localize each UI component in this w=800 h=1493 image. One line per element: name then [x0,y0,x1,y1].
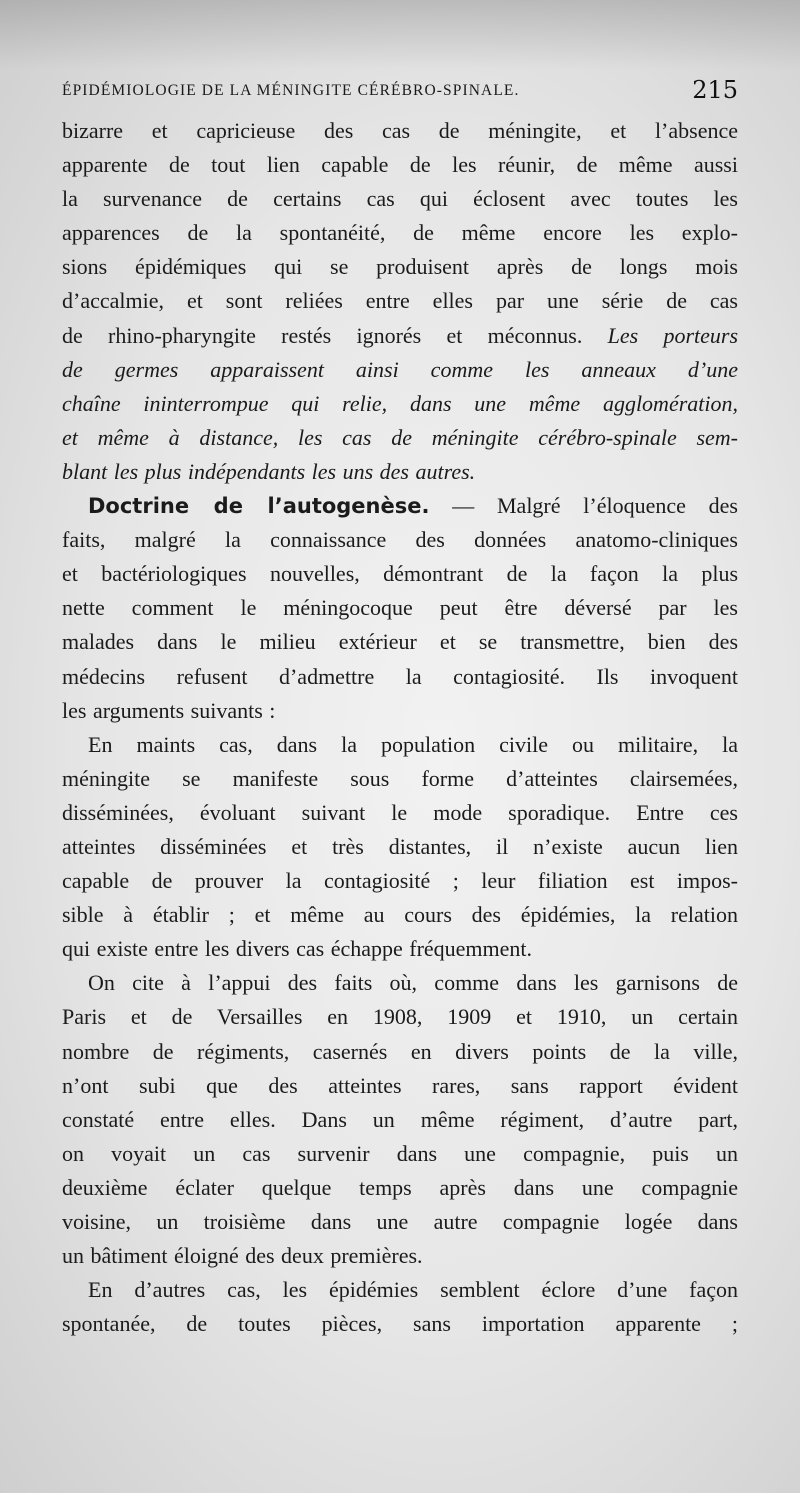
section-heading: Doctrine de l’autogenèse. [88,494,430,519]
page-header [62,78,738,108]
text-roman: de rhino-pharyngite restés ignorés et méconnus. [62,322,608,348]
text-line: constaté entre elles. Dans un même régiment, d’autre part, [62,1106,738,1132]
text-line: les arguments suivants : [62,697,276,723]
text-line: spontanée, de toutes pièces, sans importation apparente ; [62,1311,738,1337]
text-line: d’accalmie, et sont reliées entre elles par une série de cas [62,288,738,314]
text-line: méningite se manifeste sous forme d’atteintes clairsemées, [62,765,738,791]
text-line: sions épidémiques qui se produisent après de longs mois [62,254,738,280]
text-line [62,319,738,353]
text-line: disséminées, évoluant suivant le mode sporadique. Entre ces [62,799,738,825]
text-line: capable de prouver la contagiosité ; leur filiation est impos- [62,868,738,894]
text-line: nombre de régiments, casernés en divers points de la ville, [62,1038,738,1064]
text-line: En d’autres cas, les épidémies semblent éclore d’une façon [88,1277,738,1303]
text-line: En maints cas, dans la population civile ou militaire, la [88,731,738,757]
text-line: apparences de la spontanéité, de même encore les explo- [62,220,738,246]
page-number: 215 [692,76,738,104]
text-line: médecins refusent d’admettre la contagiosité. Ils invoquent [62,663,738,689]
text-line: apparente de tout lien capable de les réunir, de même aussi [62,152,738,178]
body-text [62,114,738,1341]
text-line: On cite à l’appui des faits où, comme dans les garnisons de [88,970,738,996]
text-line: voisine, un troisième dans une autre compagnie logée dans [62,1209,738,1234]
text-line-italic: blant les plus indépendants les uns des autres. [62,458,476,484]
text-line: sible à établir ; et même au cours des épidémies, la relation [62,902,738,928]
text-line: nette comment le méningocoque peut être déversé par les [62,595,738,621]
text-line: Paris et de Versailles en 1908, 1909 et 1910, un certain [62,1004,738,1030]
text-line: n’ont subi que des atteintes rares, sans rapport évident [62,1072,738,1098]
text-line: bizarre et capricieuse des cas de méningite, et l’absence [62,118,738,143]
text-line-italic: et même à distance, les cas de méningite cérébro-spinale sem- [62,424,738,450]
running-title: ÉPIDÉMIOLOGIE DE LA MÉNINGITE CÉRÉBRO-SPINALE. [62,82,520,99]
text-line-italic: chaîne ininterrompue qui relie, dans une même agglomération, [62,390,738,416]
text-line-italic: de germes apparaissent ainsi comme les anneaux d’une [62,356,738,382]
section-heading-line [62,489,738,523]
text-line: malades dans le milieu extérieur et se transmettre, bien des [62,629,738,655]
text-italic: Les porteurs [607,322,739,348]
text-line: faits, malgré la connaissance des données anatomo-cliniques [62,527,738,553]
text-line: deuxième éclater quelque temps après dans une compagnie [62,1174,738,1200]
text-line: la survenance de certains cas qui éclosent avec toutes les [62,186,738,212]
text-line: et bactériologiques nouvelles, démontrant de la façon la plus [62,561,738,587]
text-line: un bâtiment éloigné des deux premières. [62,1243,423,1269]
text-roman: — Malgré l’éloquence des [429,493,738,519]
text-line: qui existe entre les divers cas échappe fréquemment. [62,936,533,962]
text-line: atteintes disséminées et très distantes, il n’existe aucun lien [62,833,738,859]
text-line: on voyait un cas survenir dans une compagnie, puis un [62,1140,738,1166]
